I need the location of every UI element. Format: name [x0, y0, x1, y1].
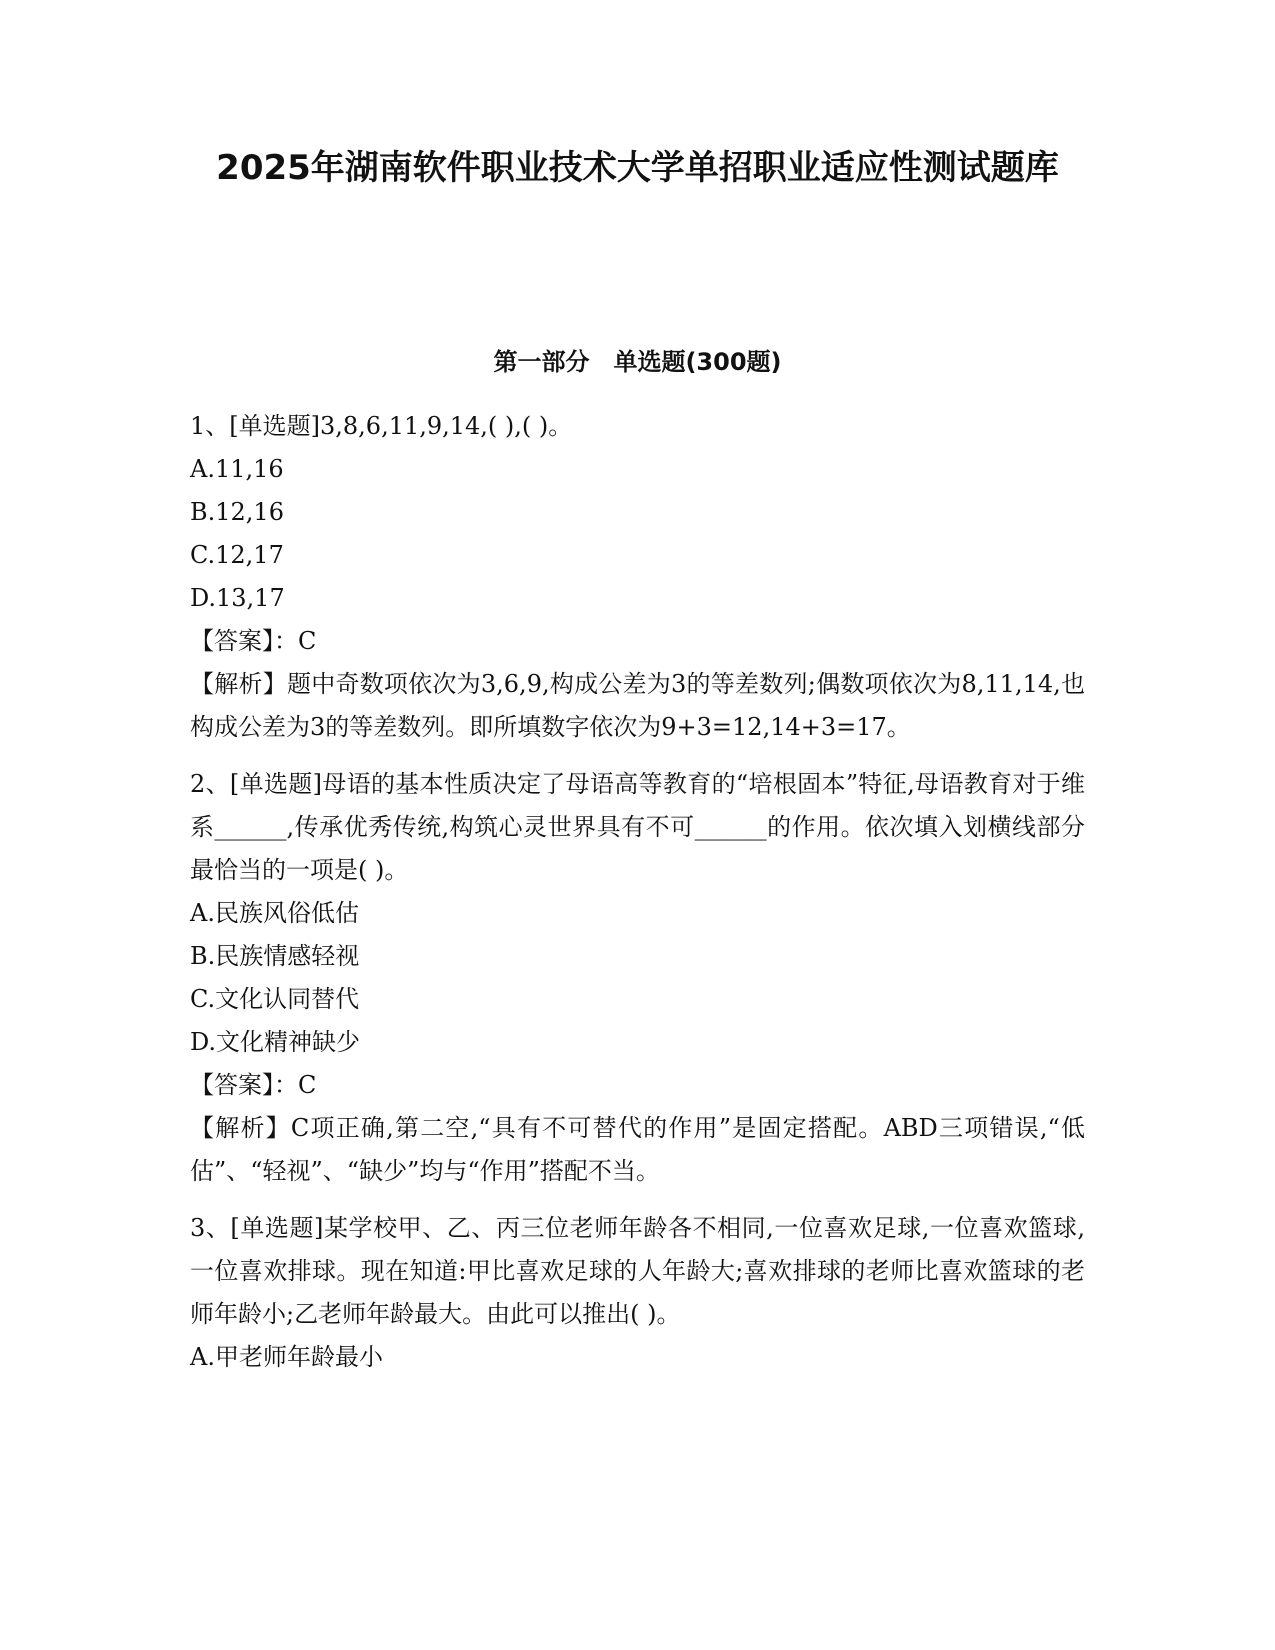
- question-2: [190, 763, 1085, 1193]
- analysis-tag: 【解析】: [190, 1114, 291, 1142]
- option-c: C.文化认同替代: [190, 985, 360, 1013]
- answer: [190, 620, 1085, 663]
- answer-value: ：C: [274, 1071, 317, 1099]
- option-b: B.民族情感轻视: [190, 942, 360, 970]
- answer-value: ：C: [274, 627, 317, 655]
- analysis-text: 题中奇数项依次为3,6,9,构成公差为3的等差数列;偶数项依次为8,11,14,也构成公差为3的等差数列。即所填数字依次为9+3=12,14+3=17。: [190, 670, 1085, 741]
- analysis-text: C项正确,第二空,“具有不可替代的作用”是固定搭配。ABD三项错误,“低估”、“轻视”、“缺少”均与“作用”搭配不当。: [190, 1114, 1085, 1185]
- question-3: [190, 1207, 1085, 1379]
- question-stem-text: 3,8,6,11,9,14,( ),( )。: [320, 412, 573, 440]
- question-type-prefix: 3、[单选题]: [190, 1214, 324, 1242]
- option-c: C.12,17: [190, 541, 284, 569]
- answer-tag: 【答案】: [190, 627, 274, 655]
- question-type-prefix: 2、[单选题]: [190, 770, 322, 798]
- option-a: A.11,16: [190, 455, 284, 483]
- document-title: 2025年湖南软件职业技术大学单招职业适应性测试题库: [216, 148, 1059, 188]
- analysis: [190, 663, 1085, 749]
- option-b: B.12,16: [190, 498, 284, 526]
- question-type-prefix: 1、[单选题]: [190, 412, 320, 440]
- question-stem: [190, 763, 1085, 892]
- answer-tag: 【答案】: [190, 1071, 274, 1099]
- question-stem-text: 母语的基本性质决定了母语高等教育的“培根固本”特征,母语教育对于维系______,传承优秀传统,构筑心灵世界具有不可______的作用。依次填入划横线部分最恰当的一项是( )。: [190, 770, 1086, 884]
- analysis-tag: 【解析】: [190, 670, 287, 698]
- option-d: D.文化精神缺少: [190, 1028, 361, 1056]
- option-d: D.13,17: [190, 584, 285, 612]
- analysis: [190, 1107, 1085, 1193]
- question-stem: [190, 1207, 1085, 1336]
- question-stem: [190, 405, 1085, 448]
- option-a: A.民族风俗低估: [190, 899, 359, 927]
- answer: [190, 1064, 1085, 1107]
- question-list: [190, 405, 1085, 1393]
- option-a: A.甲老师年龄最小: [190, 1343, 383, 1371]
- section-heading: 第一部分 单选题(300题): [493, 348, 782, 376]
- question-1: [190, 405, 1085, 749]
- question-stem-text: 某学校甲、乙、丙三位老师年龄各不相同,一位喜欢足球,一位喜欢篮球,一位喜欢排球。现在知道:甲比喜欢足球的人年龄大;喜欢排球的老师比喜欢篮球的老师年龄小;乙老师年龄最大。由此可以推出( )。: [190, 1214, 1085, 1328]
